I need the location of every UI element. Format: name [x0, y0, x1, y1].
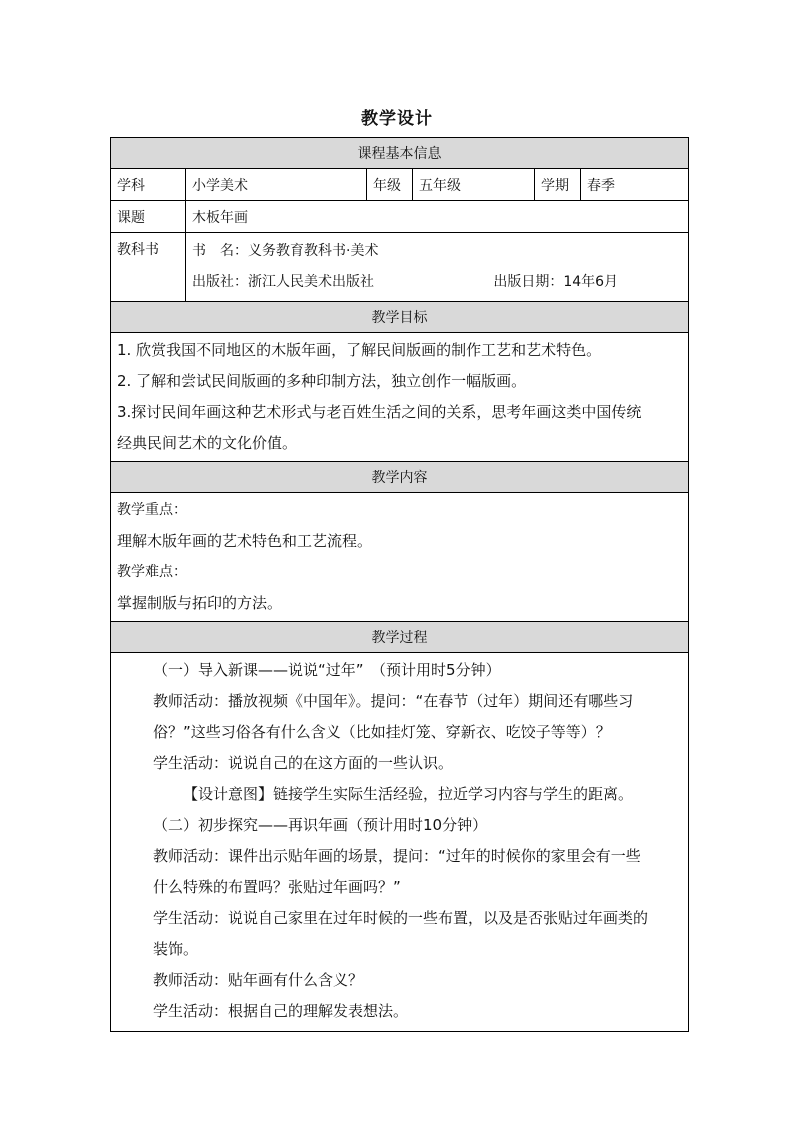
lesson-plan-table	[110, 137, 689, 1032]
subject-label: 学科	[111, 169, 186, 201]
publisher-line	[192, 267, 682, 298]
content-row	[111, 493, 689, 622]
process-header-row	[111, 622, 689, 653]
document-title: 教学设计	[361, 109, 433, 129]
process-line: 学生活动：根据自己的理解发表想法。	[153, 1002, 409, 1020]
objective-line: 2. 了解和尝试民间版画的多种印制方法，独立创作一幅版画。	[117, 372, 527, 390]
grade-label: 年级	[367, 169, 413, 201]
book-name-line	[192, 236, 682, 267]
process-row	[111, 653, 689, 1032]
difficulty-label: 教学难点：	[117, 564, 187, 580]
objective-line: 经典民间艺术的文化价值。	[117, 434, 298, 452]
process-line: 装饰。	[153, 940, 199, 958]
objective-line: 3.探讨民间年画这种艺术形式与老百姓生活之间的关系，思考年画这类中国传统	[117, 403, 642, 421]
term-label: 学期	[535, 169, 581, 201]
publish-date: 出版日期：14年6月	[493, 274, 619, 290]
process-line: 学生活动：说说自己的在这方面的一些认识。	[153, 754, 454, 772]
objectives-row	[111, 333, 689, 462]
design-intent-line: 【设计意图】链接学生实际生活经验，拉近学习内容与学生的距离。	[183, 785, 634, 803]
process-line: 什么特殊的布置吗？张贴过年画吗？”	[153, 878, 401, 896]
process-line: 教师活动：贴年画有什么含义？	[153, 971, 364, 989]
basic-info-header: 课程基本信息	[111, 138, 689, 169]
basic-info-header-row	[111, 138, 689, 169]
publisher: 出版社：浙江人民美术出版社	[192, 274, 374, 290]
content-header-row	[111, 462, 689, 493]
grade-value: 五年级	[413, 169, 535, 201]
textbook-row	[111, 233, 689, 302]
process-body	[111, 653, 689, 1032]
topic-value: 木板年画	[186, 201, 689, 233]
objectives-content	[111, 333, 689, 462]
key-points-label: 教学重点：	[117, 502, 187, 518]
process-header: 教学过程	[111, 622, 689, 653]
textbook-label: 教科书	[111, 233, 186, 302]
difficulty-text: 掌握制版与拓印的方法。	[117, 594, 283, 612]
textbook-info	[186, 233, 689, 302]
book-name: 书 名：义务教育教科书·美术	[192, 243, 379, 259]
subject-value: 小学美术	[186, 169, 367, 201]
objectives-header: 教学目标	[111, 302, 689, 333]
process-section-heading: （一）导入新课——说说“过年” （预计用时5分钟）	[153, 661, 501, 679]
process-line: 教师活动：课件出示贴年画的场景，提问：“过年的时候你的家里会有一些	[153, 847, 641, 865]
content-body	[111, 493, 689, 622]
process-line: 教师活动：播放视频《中国年》。提问：“在春节（过年）期间还有哪些习	[153, 692, 634, 710]
topic-label: 课题	[111, 201, 186, 233]
process-line: 学生活动：说说自己家里在过年时候的一些布置，以及是否张贴过年画类的	[153, 909, 649, 927]
process-section-heading: （二）初步探究——再识年画（预计用时10分钟）	[153, 816, 488, 834]
objectives-header-row	[111, 302, 689, 333]
objective-line: 1. 欣赏我国不同地区的木版年画，了解民间版画的制作工艺和艺术特色。	[117, 341, 602, 359]
key-points-text: 理解木版年画的艺术特色和工艺流程。	[117, 532, 373, 550]
content-header: 教学内容	[111, 462, 689, 493]
term-value: 春季	[581, 169, 689, 201]
process-line: 俗？”这些习俗各有什么含义（比如挂灯笼、穿新衣、吃饺子等等）？	[153, 723, 611, 741]
topic-row	[111, 201, 689, 233]
subject-row	[111, 169, 689, 201]
